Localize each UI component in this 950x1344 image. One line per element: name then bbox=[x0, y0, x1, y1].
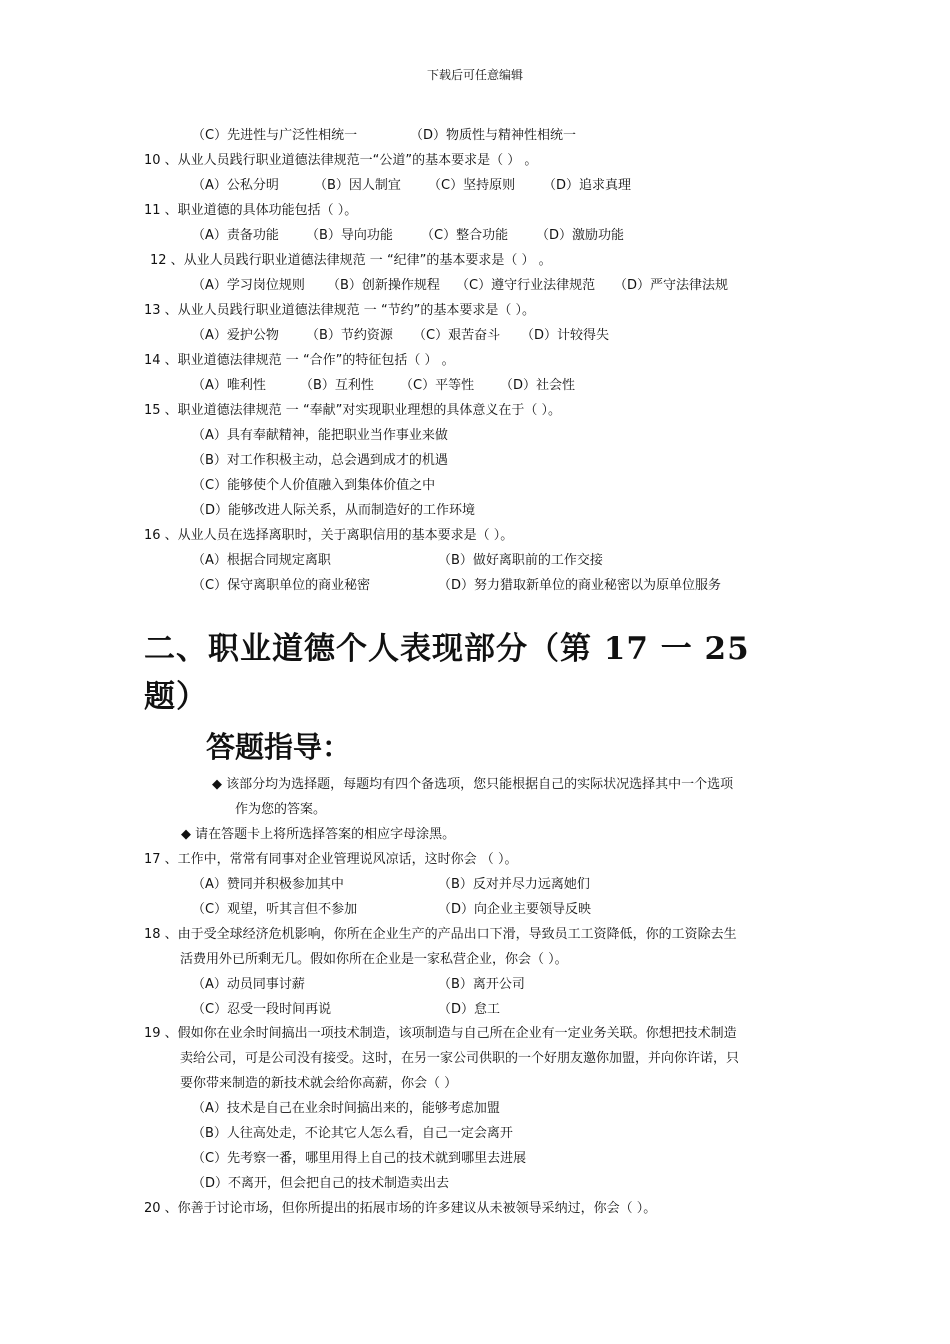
option-d: （D）严守法律法规 bbox=[614, 278, 729, 293]
question-14: 14 、职业道德法律规范 一 “合作”的特征包括（ ） 。 bbox=[144, 353, 455, 368]
question-20: 20 、你善于讨论市场，但你所提出的拓展市场的许多建议从未被领导采纳过，你会（ ）。 bbox=[144, 1201, 657, 1216]
option-a: （A）赞同并积极参加其中 bbox=[192, 877, 344, 892]
option-c: （C）遵守行业法律规范 bbox=[456, 278, 596, 293]
question-10: 10 、从业人员践行职业道德法律规范一“公道”的基本要求是（ ） 。 bbox=[144, 153, 538, 168]
option-a: （A）学习岗位规则 bbox=[192, 278, 305, 293]
option-b: （B）因人制宜 bbox=[314, 178, 401, 193]
option-d: （D）物质性与精神性相统一 bbox=[410, 128, 577, 143]
section-title-continued: 题） bbox=[144, 679, 208, 715]
option-b: （B）互利性 bbox=[300, 378, 374, 393]
question-12: 12 、从业人员践行职业道德法律规范 一 “纪律”的基本要求是（ ） 。 bbox=[150, 253, 552, 268]
option-d: （D）追求真理 bbox=[543, 178, 632, 193]
option-c: （C）观望，听其言但不参加 bbox=[192, 902, 358, 917]
option-b: （B）做好离职前的工作交接 bbox=[438, 553, 603, 568]
option-c: （C）艰苦奋斗 bbox=[413, 328, 501, 343]
question-13: 13 、从业人员践行职业道德法律规范 一 “节约”的基本要求是（ ）。 bbox=[144, 303, 536, 318]
option-d: （D）社会性 bbox=[500, 378, 576, 393]
option-a: （A）爱护公物 bbox=[192, 328, 279, 343]
question-17: 17 、工作中，常常有同事对企业管理说风凉话，这时你会 （ ）。 bbox=[144, 852, 518, 867]
guide-title: 答题指导： bbox=[206, 730, 352, 764]
option-d: （D）向企业主要领导反映 bbox=[438, 902, 592, 917]
option-b: （B）人往高处走，不论其它人怎么看，自己一定会离开 bbox=[192, 1126, 513, 1141]
option-a: （A）唯利性 bbox=[192, 378, 266, 393]
page-header: 下载后可任意编辑 bbox=[426, 68, 523, 82]
option-b: （B）离开公司 bbox=[438, 977, 525, 992]
option-c: （C）能够使个人价值融入到集体价值之中 bbox=[192, 478, 436, 493]
question-16: 16 、从业人员在选择离职时，关于离职信用的基本要求是（ ）。 bbox=[144, 528, 514, 543]
option-d: （D）激励功能 bbox=[536, 228, 625, 243]
option-c: （C）先进性与广泛性相统一 bbox=[192, 128, 358, 143]
option-b: （B）对工作积极主动，总会遇到成才的机遇 bbox=[192, 453, 448, 468]
question-18-continued: 活费用外已所剩无几。假如你所在企业是一家私营企业，你会（ ）。 bbox=[180, 952, 568, 967]
option-d: （D）努力猎取新单位的商业秘密以为原单位服务 bbox=[438, 578, 722, 593]
option-c: （C）整合功能 bbox=[421, 228, 509, 243]
option-b: （B）导向功能 bbox=[306, 228, 393, 243]
option-c: （C）平等性 bbox=[400, 378, 475, 393]
option-a: （A）具有奉献精神，能把职业当作事业来做 bbox=[192, 428, 448, 443]
guide-bullet-1: ◆ 该部分均为选择题，每题均有四个备选项，您只能根据自己的实际状况选择其中一个选项 bbox=[212, 777, 734, 792]
question-19-continued: 要你带来制造的新技术就会给你高薪，你会（ ） bbox=[180, 1076, 458, 1091]
option-a: （A）技术是自己在业余时间搞出来的，能够考虑加盟 bbox=[192, 1101, 500, 1116]
option-d: （D）能够改进人际关系，从而制造好的工作环境 bbox=[192, 503, 476, 518]
question-19-continued: 卖给公司，可是公司没有接受。这时，在另一家公司供职的一个好朋友邀你加盟，并向你许诺，只 bbox=[180, 1051, 740, 1066]
option-d: （D）怠工 bbox=[438, 1002, 501, 1017]
option-b: （B）创新操作规程 bbox=[327, 278, 440, 293]
guide-bullet-1-continued: 作为您的答案。 bbox=[235, 802, 327, 817]
question-19: 19 、假如你在业余时间搞出一项技术制造，该项制造与自己所在企业有一定业务关联。你想把技术制造 bbox=[144, 1026, 737, 1041]
option-c: （C）保守离职单位的商业秘密 bbox=[192, 578, 371, 593]
option-b: （B）节约资源 bbox=[306, 328, 393, 343]
section-title: 二、职业道德个人表现部分（第 17 一 25 bbox=[144, 631, 750, 667]
option-a: （A）责备功能 bbox=[192, 228, 279, 243]
option-a: （A）根据合同规定离职 bbox=[192, 553, 331, 568]
question-18: 18 、由于受全球经济危机影响，你所在企业生产的产品出口下滑，导致员工工资降低，你的工资除去生 bbox=[144, 927, 737, 942]
option-a: （A）公私分明 bbox=[192, 178, 279, 193]
option-b: （B）反对并尽力远离她们 bbox=[438, 877, 590, 892]
option-c: （C）忍受一段时间再说 bbox=[192, 1002, 332, 1017]
option-c: （C）坚持原则 bbox=[428, 178, 516, 193]
option-a: （A）动员同事讨薪 bbox=[192, 977, 305, 992]
option-d: （D）计较得失 bbox=[521, 328, 610, 343]
guide-bullet-2: ◆ 请在答题卡上将所选择答案的相应字母涂黑。 bbox=[181, 827, 456, 842]
option-d: （D）不离开，但会把自己的技术制造卖出去 bbox=[192, 1176, 450, 1191]
question-15: 15 、职业道德法律规范 一 “奉献”对实现职业理想的具体意义在于（ ）。 bbox=[144, 403, 562, 418]
question-11: 11 、职业道德的具体功能包括（ ）。 bbox=[144, 203, 358, 218]
option-c: （C）先考察一番，哪里用得上自己的技术就到哪里去进展 bbox=[192, 1151, 527, 1166]
